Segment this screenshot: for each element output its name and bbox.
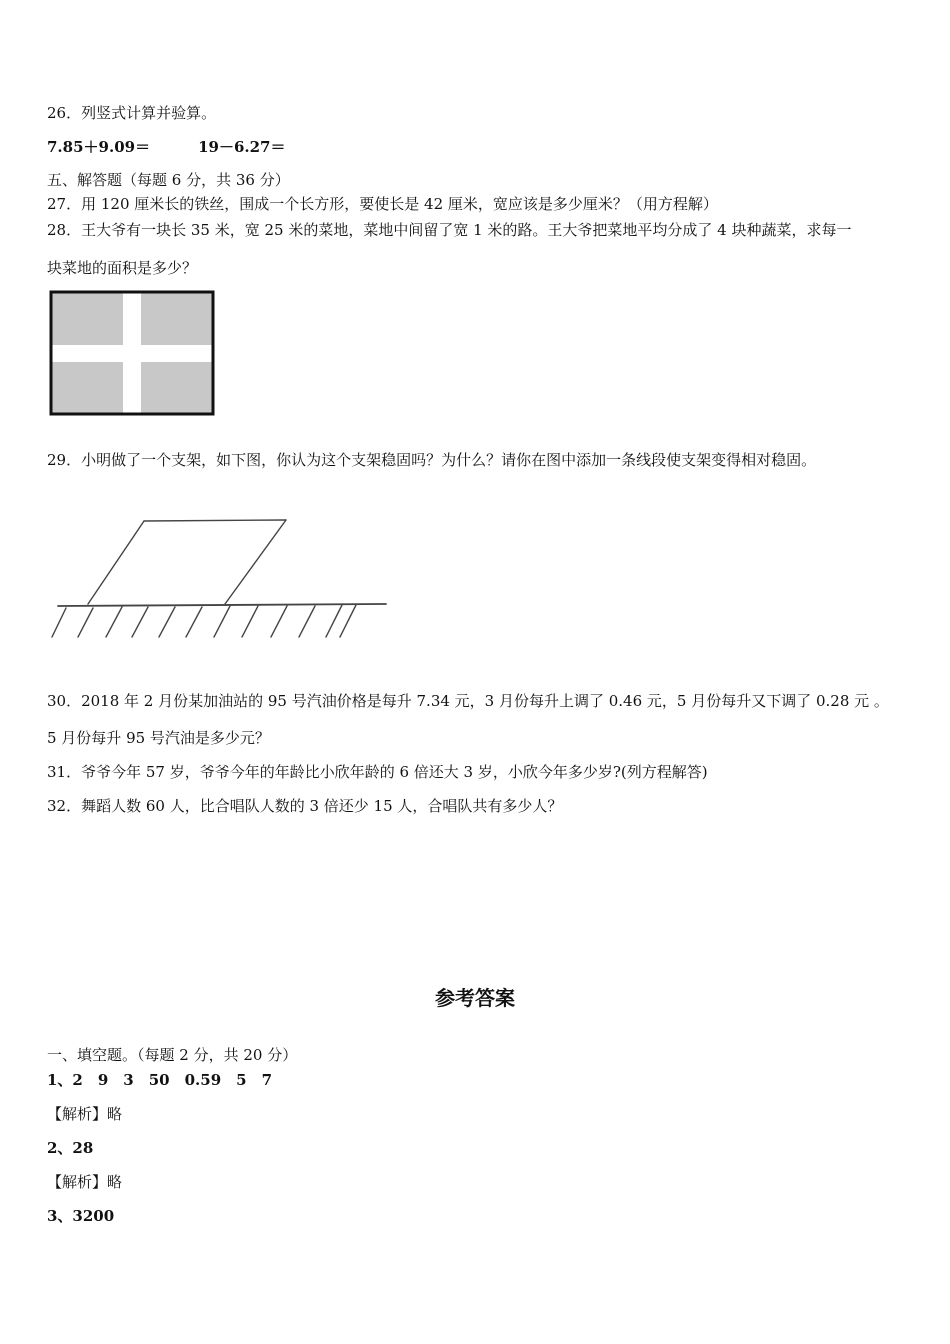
q26-expressions: [47, 137, 286, 157]
q30-text-line1: 30．2018 年 2 月份某加油站的 95 号汽油价格是每升 7.34 元，3 月份每升上调了 0.46 元，5 月份每升又下调了 0.28 元 。: [47, 692, 889, 710]
horizontal-path: [51, 345, 213, 362]
support-frame-figure: [40, 505, 400, 655]
frame-right-side: [225, 520, 286, 604]
q26-expr2: 19－6.27＝: [198, 138, 286, 156]
q26-expr1: 7.85＋9.09＝: [47, 138, 151, 156]
vegetable-field-figure: [48, 289, 216, 417]
q29-text: 29．小明做了一个支架，如下图，你认为这个支架稳固吗？为什么？请你在图中添加一条线段使支架变得相对稳固。: [47, 451, 817, 469]
answer-1: 1、2 9 3 50 0.59 5 7: [47, 1071, 273, 1089]
answer-3: 3、3200: [47, 1207, 115, 1225]
ground-hatching: [52, 605, 356, 637]
q30-text-line2: 5 月份每升 95 号汽油是多少元？: [47, 729, 270, 747]
answers-title: 参考答案: [435, 986, 515, 1010]
answer-2-analysis: 【解析】略: [47, 1173, 123, 1191]
q26-text: 26．列竖式计算并验算。: [47, 104, 217, 122]
q32-text: 32．舞蹈人数 60 人，比合唱队人数的 3 倍还少 15 人，合唱队共有多少人？: [47, 797, 563, 815]
answers-section1-heading: 一、填空题。（每题 2 分，共 20 分）: [47, 1046, 298, 1064]
ground-line: [58, 604, 386, 606]
answer-1-analysis: 【解析】略: [47, 1105, 123, 1123]
answer-2: 2、28: [47, 1139, 94, 1157]
q27-text: 27．用 120 厘米长的铁丝，围成一个长方形，要使长是 42 厘米，宽应该是多少厘米？（用方程解）: [47, 195, 718, 213]
frame-left-side: [88, 521, 144, 604]
frame-top: [144, 520, 286, 521]
q31-text: 31．爷爷今年 57 岁，爷爷今年的年龄比小欣年龄的 6 倍还大 3 岁，小欣今年多少岁?(列方程解答): [47, 763, 708, 781]
q28-text-line1: 28．王大爷有一块长 35 米，宽 25 米的菜地，菜地中间留了宽 1 米的路。王大爷把菜地平均分成了 4 块种蔬菜，求每一: [47, 221, 852, 239]
section5-heading: 五、解答题（每题 6 分，共 36 分）: [47, 171, 290, 189]
q28-text-line2: 块菜地的面积是多少？: [47, 259, 198, 277]
